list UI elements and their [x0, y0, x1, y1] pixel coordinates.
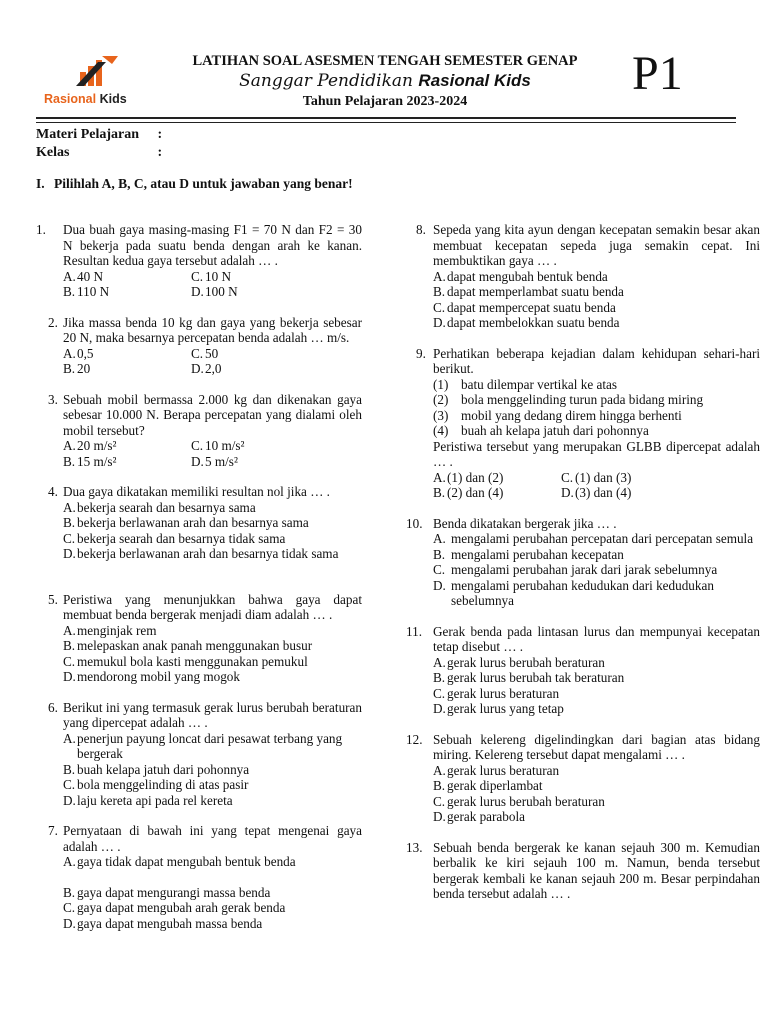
answer-option[interactable]: D. gerak lurus yang tetap [433, 701, 564, 716]
answer-option[interactable]: B. 15 m/s² [63, 453, 117, 469]
answer-option[interactable]: C. gaya dapat mengubah arah gerak benda [63, 900, 286, 915]
logo-text: Rasional Kids [44, 92, 127, 106]
question: 7. Pernyataan di bawah ini yang tepat mengenai gaya adalah … . A. gaya tidak dapat mengubah bentuk benda B. gaya dapat mengurangi massa benda C. gaya dapat mengubah arah gerak benda D. gaya dapat mengubah massa benda [48, 823, 362, 931]
question: 3. Sebuah mobil bermassa 2.000 kg dan dikenakan gaya sebesar 10.000 N. Berapa percepatan yang dialami oleh mobil tersebut? A. 20 m/s² C. 10 m/s² B. 15 m/s² D. 5 m/s² [48, 391, 362, 469]
answer-option[interactable]: C. dapat mempercepat suatu benda [433, 299, 616, 315]
question: 2. Jika massa benda 10 kg dan gaya yang bekerja sebesar 20 N, maka besarnya percepatan benda adalah … m/s. A. 0,5 C. 50 B. 20 D. 2,0 [48, 314, 362, 376]
answer-option[interactable]: A. bekerja searah dan besarnya sama [63, 499, 256, 515]
academic-year: Tahun Pelajaran 2023-2024 [302, 94, 468, 109]
answer-option[interactable]: B. dapat memperlambat suatu benda [433, 284, 624, 299]
answer-option[interactable]: D. gaya dapat mengubah massa benda [63, 915, 263, 931]
answer-option[interactable]: A. 0,5 [63, 345, 94, 361]
question: 9. Perhatikan beberapa kejadian dalam kehidupan sehari-hari berikut. (1) batu dilempar vertikal ke atas (2) bola menggelinding turun pada bidang miring (3) mobil yang dedang direm hingga berhenti (4) buah ah kelapa jatuh dari pohonnya Peristiwa tersebut yang merupakan GLBB dipercepat adalah … . A. (1) dan (2) C. (1) dan (3) B. (2) dan (4) D. (3) dan (4) [416, 345, 760, 500]
answer-option[interactable]: A. 20 m/s² [63, 438, 117, 453]
class-label: Kelas [36, 145, 70, 160]
answer-option[interactable]: D. bekerja berlawanan arah dan besarnya tidak sama [63, 546, 339, 561]
answer-option[interactable]: B. (2) dan (4) [433, 485, 504, 500]
statement-item: (4) buah ah kelapa jatuh dari pohonnya [433, 423, 649, 438]
question: 6. Berikut ini yang termasuk gerak lurus berubah beraturan yang dipercepat adalah … . A. penerjun payung loncat dari pesawat terbang yang bergerak B. buah kelapa jatuh dari pohonnya C. bola menggelinding di atas pasir D. laju kereta api pada rel kereta [48, 699, 362, 808]
paper-code: P1 [632, 47, 683, 100]
answer-option[interactable]: C. 50 [191, 345, 219, 361]
answer-option[interactable]: D. gerak parabola [433, 809, 525, 824]
answer-option[interactable]: C. bola menggelinding di atas pasir [63, 777, 249, 792]
answer-option[interactable]: D. 2,0 [191, 361, 222, 376]
answer-option[interactable]: C. gerak lurus beraturan [433, 685, 560, 701]
answer-option[interactable]: D. mendorong mobil yang mogok [63, 669, 240, 684]
answer-option[interactable]: D. laju kereta api pada rel kereta [63, 792, 233, 808]
statement-item: (3) mobil yang dedang direm hingga berhenti [433, 407, 682, 423]
answer-option[interactable]: B. gerak lurus berubah tak beraturan [433, 670, 625, 685]
answer-option[interactable]: A. (1) dan (2) [433, 469, 504, 485]
answer-option[interactable]: D. 5 m/s² [191, 453, 238, 469]
answer-option[interactable]: A. gerak lurus beraturan [433, 762, 560, 778]
left-column [36, 222, 362, 946]
answer-option[interactable]: B. bekerja berlawanan arah dan besarnya sama [63, 515, 309, 530]
statement-item: (2) bola menggelinding turun pada bidang miring [433, 392, 704, 407]
answer-option[interactable]: D. dapat membelokkan suatu benda [433, 315, 620, 330]
question: 4. Dua gaya dikatakan memiliki resultan nol jika … . A. bekerja searah dan besarnya sama B. bekerja berlawanan arah dan besarnya sama C. bekerja searah dan besarnya tidak sama D. bekerja berlawanan arah dan besarnya tidak sama [36, 484, 362, 562]
answer-option[interactable]: C. 10 m/s² [191, 438, 245, 453]
logo-mark-icon [72, 52, 124, 90]
answer-option[interactable]: A. gerak lurus berubah beraturan [433, 654, 605, 670]
answer-option[interactable]: A. 40 N [63, 268, 104, 284]
answer-option[interactable]: B. mengalami perubahan kecepatan [433, 546, 624, 562]
statement-item: (1) batu dilempar vertikal ke atas [433, 376, 617, 392]
question: 13. Sebuah benda bergerak ke kanan sejauh 300 m. Kemudian berbalik ke kiri sejauh 100 m. Namun, benda tersebut bergerak kembali ke kanan sejauh 200 m. Besar perpindahan benda tersebut adalah … . [406, 839, 760, 901]
logo [44, 52, 144, 108]
answer-option[interactable]: C. gerak lurus berubah beraturan [433, 793, 605, 809]
answer-option[interactable]: A. penerjun payung loncat dari pesawat terbang yang bergerak [63, 730, 343, 761]
right-column [406, 222, 760, 917]
question: 8. Sepeda yang kita ayun dengan kecepatan semakin besar akan membuat kecepatan sepeda juga semakin cepat. Ini membuktikan gaya … . A. dapat mengubah bentuk benda B. dapat memperlambat suatu benda C. dapat mempercepat suatu benda D. dapat membelokkan suatu benda [416, 222, 760, 330]
header-divider [36, 117, 736, 119]
answer-option[interactable]: B. melepaskan anak panah menggunakan busur [63, 638, 313, 653]
question: 12. Sebuah kelereng digelindingkan dari bagian atas bidang miring. Kelereng tersebut dapat mengalami … . A. gerak lurus beraturan B. gerak diperlambat C. gerak lurus berubah beraturan D. gerak parabola [406, 731, 760, 824]
answer-option[interactable]: B. gaya dapat mengurangi massa benda [63, 884, 271, 900]
question: 5. Peristiwa yang menunjukkan bahwa gaya dapat membuat benda bergerak menjadi diam adalah … . A. menginjak rem B. melepaskan anak panah menggunakan busur C. memukul bola kasti menggunakan pemukul D. mendorong mobil yang mogok [48, 591, 362, 684]
answer-option[interactable]: C. memukul bola kasti menggunakan pemukul [63, 653, 308, 669]
answer-option[interactable]: A. gaya tidak dapat mengubah bentuk benda [63, 854, 296, 869]
answer-option[interactable]: C. (1) dan (3) [561, 469, 632, 485]
question-prompt: Peristiwa tersebut yang merupakan GLBB dipercepat adalah … . [433, 438, 760, 469]
answer-option[interactable]: B. 110 N [63, 284, 110, 299]
answer-option[interactable]: A. mengalami perubahan percepatan dari percepatan semula [433, 531, 754, 546]
answer-option[interactable]: B. buah kelapa jatuh dari pohonnya [63, 761, 250, 777]
answer-option[interactable]: D. 100 N [191, 284, 238, 299]
header-divider-thin [36, 122, 736, 123]
answer-option[interactable]: C. mengalami perubahan jarak dari jarak sebelumnya [433, 562, 718, 577]
answer-option[interactable]: D. mengalami perubahan kedudukan dari kedudukan sebelumnya [433, 577, 714, 608]
subject-label: Materi Pelajaran [36, 127, 140, 142]
question: 10. Benda dikatakan bergerak jika … . A. mengalami perubahan percepatan dari percepatan semula B. mengalami perubahan kecepatan C. mengalami perubahan jarak dari jarak sebelumnya D. mengalami perubahan kedudukan dari kedudukan sebelumnya [406, 516, 760, 609]
answer-option[interactable]: B. gerak diperlambat [433, 778, 543, 793]
student-meta: Materi Pelajaran : Kelas : [36, 127, 163, 160]
section-instruction: I. Pilihlah A, B, C, atau D untuk jawaban yang benar! [36, 176, 353, 191]
institution-name: Sanggar Pendidikan Rasional Kids [239, 71, 531, 91]
document-header [160, 52, 610, 112]
question: 11. Gerak benda pada lintasan lurus dan mempunyai kecepatan tetap disebut … . A. gerak lurus berubah beraturan B. gerak lurus berubah tak beraturan C. gerak lurus beraturan D. gerak lurus yang tetap [406, 623, 760, 716]
answer-option[interactable]: A. dapat mengubah bentuk benda [433, 268, 608, 284]
document-title: LATIHAN SOAL ASESMEN TENGAH SEMESTER GENAP [192, 53, 578, 69]
answer-option[interactable]: C. 10 N [191, 268, 232, 284]
answer-option[interactable]: D. (3) dan (4) [561, 485, 632, 500]
answer-option[interactable]: B. 20 [63, 361, 91, 376]
answer-option[interactable]: C. bekerja searah dan besarnya tidak sama [63, 530, 286, 546]
question: 1. Dua buah gaya masing-masing F1 = 70 N dan F2 = 30 N bekerja pada suatu benda dengan arah ke kanan. Resultan kedua gaya tersebut adalah … . A. 40 N C. 10 N B. 110 N D. 100 N [36, 222, 362, 299]
answer-option[interactable]: A. menginjak rem [63, 622, 157, 638]
